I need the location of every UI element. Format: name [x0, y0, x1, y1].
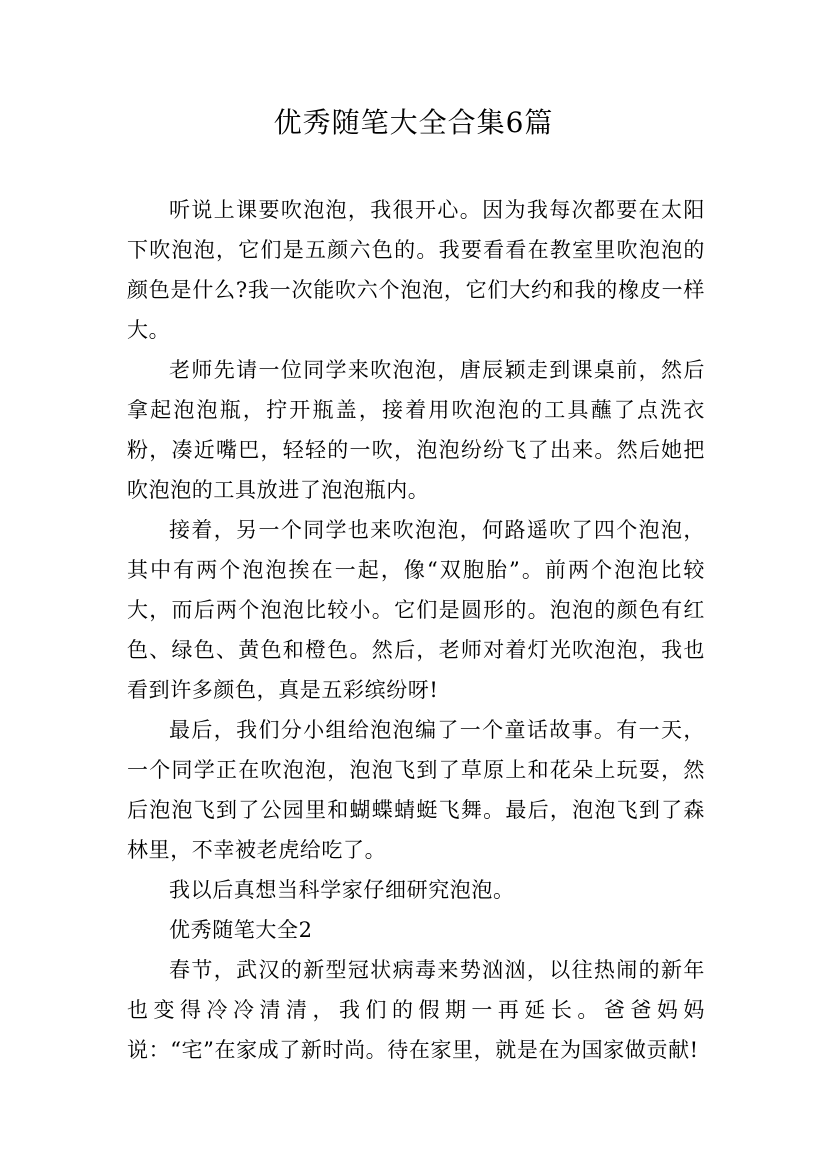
- paragraph-4: 最后，我们分小组给泡泡编了一个童话故事。有一天，一个同学正在吹泡泡，泡泡飞到了草原上和花朵上玩耍，然后泡泡飞到了公园里和蝴蝶蜻蜓飞舞。最后，泡泡飞到了森林里，不幸被老虎给吃了。: [127, 718, 705, 862]
- paragraph-3: 接着，另一个同学也来吹泡泡，何路遥吹了四个泡泡，其中有两个泡泡挨在一起，像“双胞胎”。前两个泡泡比较大，而后两个泡泡比较小。它们是圆形的。泡泡的颜色有红色、绿色、黄色和橙色。然后，老师对着灯光吹泡泡，我也看到许多颜色，真是五彩缤纷呀!: [127, 518, 705, 702]
- paragraph-5: 我以后真想当科学家仔细研究泡泡。: [169, 878, 515, 902]
- paragraph-2: 老师先请一位同学来吹泡泡，唐辰颖走到课桌前，然后拿起泡泡瓶，拧开瓶盖，接着用吹泡泡的工具蘸了点洗衣粉，凑近嘴巴，轻轻的一吹，泡泡纷纷飞了出来。然后她把吹泡泡的工具放进了泡泡瓶内。: [127, 358, 705, 502]
- section-heading-2: 优秀随笔大全2: [169, 918, 313, 942]
- paragraph-1: 听说上课要吹泡泡，我很开心。因为我每次都要在太阳下吹泡泡，它们是五颜六色的。我要看看在教室里吹泡泡的颜色是什么?我一次能吹六个泡泡，它们大约和我的橡皮一样大。: [127, 198, 705, 342]
- document-title: 优秀随笔大全合集6篇: [273, 106, 554, 139]
- document-body: [127, 190, 705, 1070]
- paragraph-6: 春节，武汉的新型冠状病毒来势汹汹，以往热闹的新年也变得冷冷清清，我们的假期一再延长。爸爸妈妈说：“宅”在家成了新时尚。待在家里，就是在为国家做贡献!: [127, 958, 705, 1062]
